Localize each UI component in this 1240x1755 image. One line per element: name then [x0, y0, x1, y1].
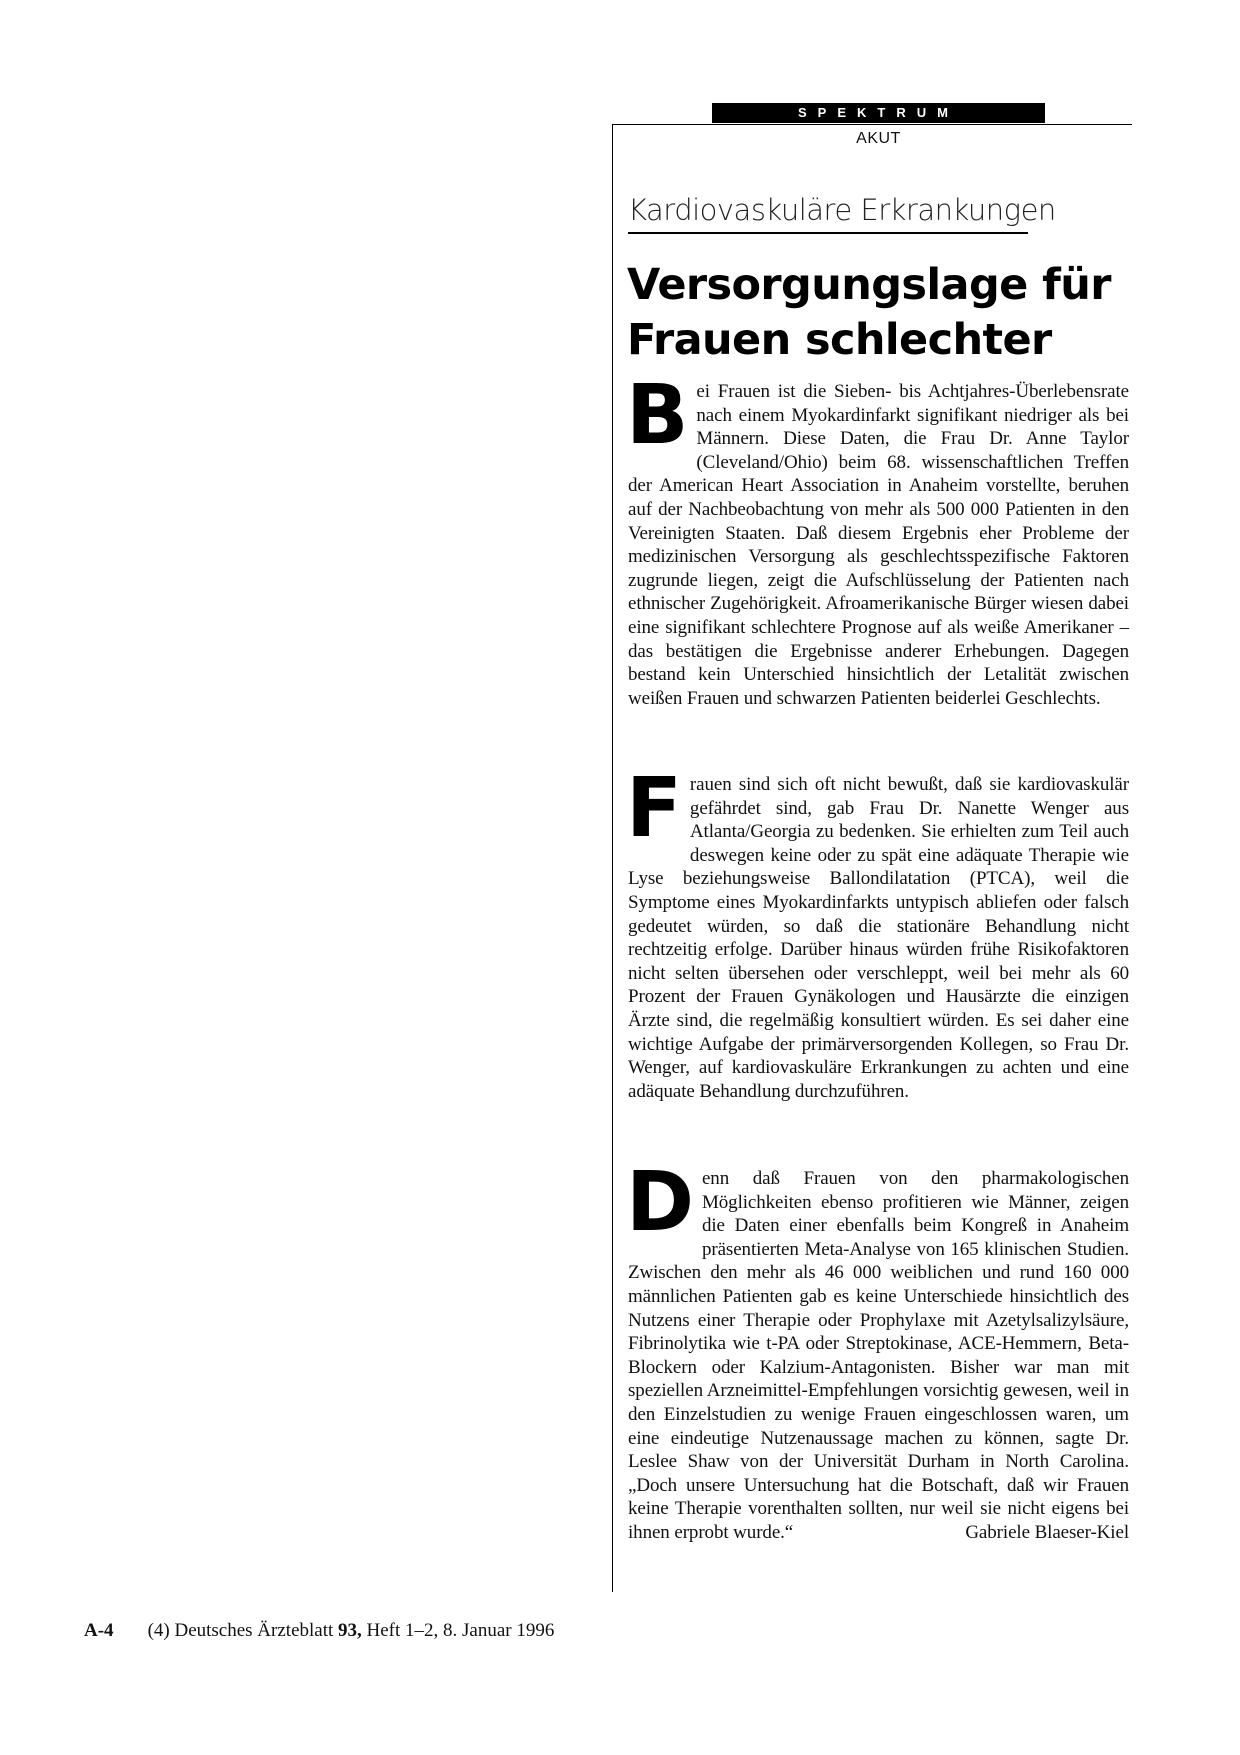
page-footer: [84, 1620, 554, 1642]
paragraph-2: [626, 761, 1129, 1103]
issue-details: Heft 1–2, 8. Januar 1996: [361, 1620, 555, 1641]
article-kicker: Kardiovaskuläre Erkrankungen: [628, 193, 1056, 227]
author-signature: Gabriele Blaeser-Kiel: [965, 1521, 1129, 1543]
column-rule: [612, 124, 613, 1592]
drop-cap-f: F: [626, 761, 682, 856]
volume-number: 93,: [338, 1620, 362, 1641]
headline-line-2: Frauen schlechter: [627, 315, 1052, 365]
issue-prefix: (4) Deutsches Ärzteblatt: [147, 1620, 339, 1641]
drop-cap-d: D: [626, 1155, 694, 1250]
paragraph-1: [626, 368, 1129, 710]
drop-cap-b: B: [626, 368, 689, 463]
paragraph-3: [626, 1155, 1129, 1545]
subsection-label: AKUT: [856, 130, 901, 147]
section-label: SPEKTRUM: [712, 103, 1045, 123]
paragraph-1-text: ei Frauen ist die Sieben- bis Achtjahres-Überlebensrate nach einem Myokardinfarkt signifikant niedriger als bei Männern. Diese Daten, die Frau Dr. Anne Taylor (Cleveland/Ohio) beim 68. wissenschaftlichen Treffen der American Heart Association in Anaheim vorstellte, beruhen auf der Nachbeobachtung von mehr als 500 000 Patienten in den Vereinigten Staaten. Daß diesem Ergebnis eher Probleme der medizinischen Versorgung als geschlechtsspezifische Faktoren zugrunde liegen, zeigt die Aufschlüsselung der Patienten nach ethnischer Zugehörigkeit. Afroamerikanische Bürger wiesen dabei eine signifikant schlechtere Prognose auf als weiße Amerikaner – das bestätigen die Ergebnisse anderer Erhebungen. Dagegen bestand kein Unterschied hinsichtlich der Letalität zwischen weißen Frauen und schwarzen Patienten beiderlei Geschlechts.: [628, 381, 1129, 709]
article-headline: [627, 258, 1147, 368]
kicker-underline: [628, 232, 1028, 234]
header-rule: [612, 124, 1132, 125]
paragraph-3-text: enn daß Frauen von den pharmakologischen Möglichkeiten ebenso profitieren wie Männer, zeigen die Daten einer ebenfalls beim Kongreß in Anaheim präsentierten Meta-Analyse von 165 klinischen Studien. Zwischen den mehr als 46 000 weiblichen und rund 160 000 männlichen Patienten gab es keine Unterschiede hinsichtlich des Nutzens einer Therapie oder Prophylaxe mit Azetylsalizylsäure, Fibrinolytika wie t-PA oder Streptokinase, ACE-Hemmern, Beta-Blockern oder Kalzium-Antagonisten. Bisher war man mit speziellen Arzneimittel-Empfehlungen vorsichtig gewesen, weil in den Einzelstudien zu wenige Frauen eingeschlossen waren, um eine eindeutige Nutzenaussage machen zu können, sagte Dr. Leslee Shaw von der Universität Durham in North Carolina. „Doch unsere Untersuchung hat die Botschaft, daß wir Frauen keine Therapie vorenthalten sollten, nur weil sie nicht eigens bei ihnen erprobt wurde.“: [628, 1168, 1129, 1543]
headline-line-1: Versorgungslage für: [627, 260, 1111, 310]
page-number: A-4: [84, 1620, 114, 1641]
paragraph-2-text: rauen sind sich oft nicht bewußt, daß sie kardiovaskulär gefährdet sind, gab Frau Dr. Nanette Wenger aus Atlanta/Georgia zu bedenken. Sie erhielten zum Teil auch deswegen keine oder zu spät eine adäquate Therapie wie Lyse beziehungsweise Ballondilatation (PTCA), weil die Symptome eines Myokardinfarkts untypisch abliefen oder falsch gedeutet würden, so daß die stationäre Behandlung nicht rechtzeitig erfolge. Darüber hinaus würden frühe Risikofaktoren nicht selten übersehen oder verschleppt, weil bei mehr als 60 Prozent der Frauen Gynäkologen und Hausärzte die einzigen Ärzte sind, die regelmäßig konsultiert würden. Es sei daher eine wichtige Aufgabe der primärversorgenden Kollegen, so Frau Dr. Wenger, auf kardiovaskuläre Erkrankungen zu achten und eine adäquate Behandlung durchzuführen.: [628, 774, 1129, 1102]
